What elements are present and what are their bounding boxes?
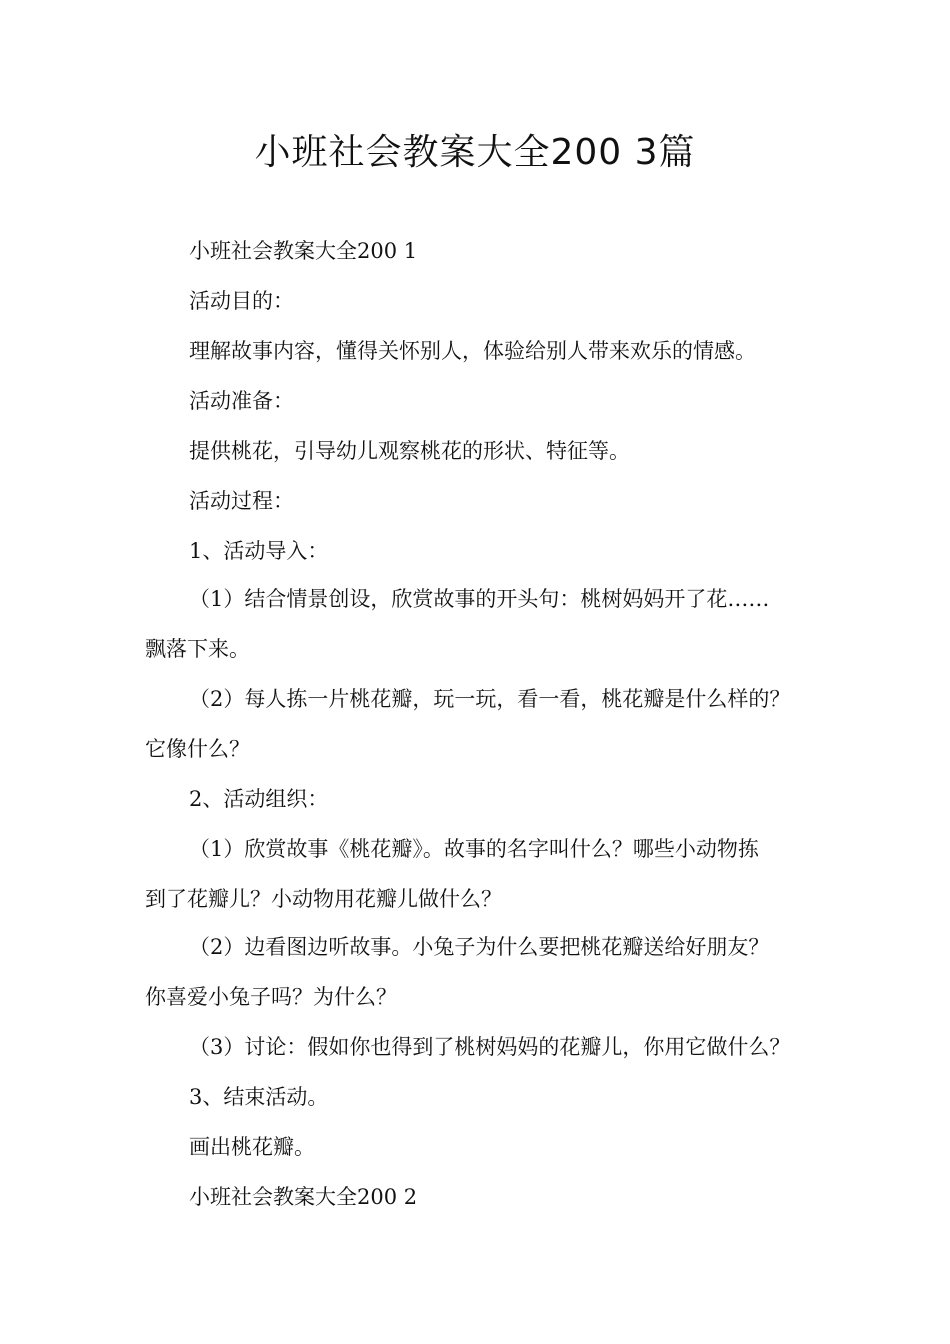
paragraph-line: 1、活动导入： bbox=[189, 539, 329, 563]
paragraph-line: （2）每人拣一片桃花瓣，玩一玩，看一看，桃花瓣是什么样的？ bbox=[189, 687, 791, 711]
paragraph-line: 活动过程： bbox=[189, 489, 294, 513]
paragraph-line: 活动目的： bbox=[189, 289, 294, 313]
paragraph-line: 画出桃花瓣。 bbox=[189, 1135, 315, 1159]
paragraph-line: 它像什么？ bbox=[145, 737, 250, 761]
paragraph-line: 理解故事内容，懂得关怀别人，体验给别人带来欢乐的情感。 bbox=[189, 339, 756, 363]
paragraph-line: 你喜爱小兔子吗？为什么？ bbox=[145, 985, 397, 1009]
paragraph-line: 3、结束活动。 bbox=[189, 1085, 329, 1109]
paragraph-line: 飘落下来。 bbox=[145, 637, 250, 661]
paragraph-line: 到了花瓣儿？小动物用花瓣儿做什么？ bbox=[145, 887, 502, 911]
paragraph-line: 活动准备： bbox=[189, 389, 294, 413]
paragraph-line: （2）边看图边听故事。小兔子为什么要把桃花瓣送给好朋友？ bbox=[189, 935, 770, 959]
document-title: 小班社会教案大全200 3篇 bbox=[254, 132, 696, 173]
paragraph-line: 2、活动组织： bbox=[189, 787, 329, 811]
paragraph-line: 提供桃花，引导幼儿观察桃花的形状、特征等。 bbox=[189, 439, 630, 463]
paragraph-line: （1）结合情景创设，欣赏故事的开头句：桃树妈妈开了花…… bbox=[189, 587, 770, 611]
section-heading: 小班社会教案大全200 1 bbox=[189, 239, 418, 263]
paragraph-line: （1）欣赏故事《桃花瓣》。故事的名字叫什么？哪些小动物拣 bbox=[189, 837, 759, 861]
paragraph-line: （3）讨论：假如你也得到了桃树妈妈的花瓣儿，你用它做什么？ bbox=[189, 1035, 791, 1059]
section-heading: 小班社会教案大全200 2 bbox=[189, 1185, 418, 1209]
